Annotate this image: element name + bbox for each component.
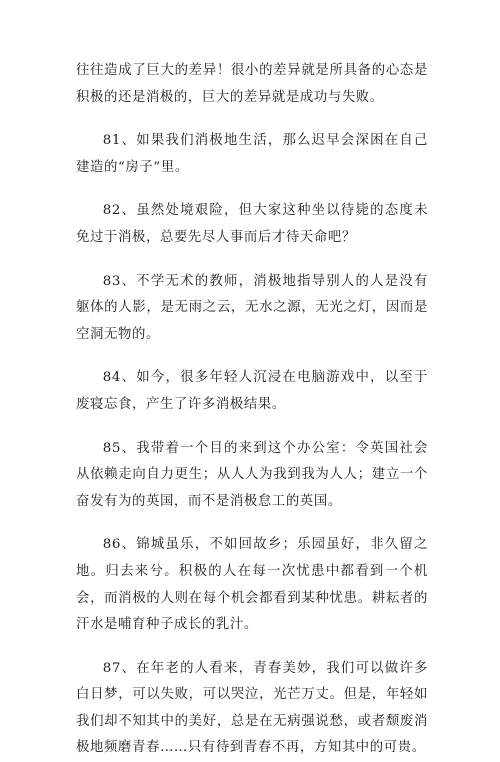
paragraph-82: 82、虽然处境艰险，但大家这种坐以待毙的态度未免过于消极，总要先尽人事而后才待天命吧？ — [76, 203, 428, 245]
paragraph-85: 85、我带着一个目的来到这个办公室：令英国社会从依赖走向自力更生；从人人为我到我为人人；建立一个奋发有为的英国，而不是消极怠工的英国。 — [76, 440, 428, 509]
paragraph-84: 84、如今，很多年轻人沉浸在电脑游戏中，以至于废寝忘食，产生了许多消极结果。 — [76, 370, 428, 412]
paragraph-81: 81、如果我们消极地生活，那么迟早会深困在自己建造的“房子”里。 — [76, 133, 428, 175]
paragraph-83: 83、不学无术的教师，消极地指导别人的人是没有躯体的人影，是无雨之云，无水之源，无光之灯，因而是空洞无物的。 — [76, 273, 428, 342]
paragraph-87: 87、在年老的人看来，青春美妙，我们可以做许多白日梦，可以失败，可以哭泣，光芒万丈。但是，年轻如我们却不知其中的美好，总是在无病强说愁，或者颓废消极地频磨青春……只有待到青春不再，方知其中的可贵。 — [76, 660, 428, 756]
paragraph-continuation: 往往造成了巨大的差异！很小的差异就是所具备的心态是积极的还是消极的，巨大的差异就是成功与失败。 — [76, 63, 428, 105]
paragraph-86: 86、锦城虽乐，不如回故乡；乐园虽好，非久留之地。归去来兮。积极的人在每一次忧患中都看到一个机会，而消极的人则在每个机会都看到某种忧患。耕耘者的汗水是哺育种子成长的乳汁。 — [76, 537, 428, 633]
